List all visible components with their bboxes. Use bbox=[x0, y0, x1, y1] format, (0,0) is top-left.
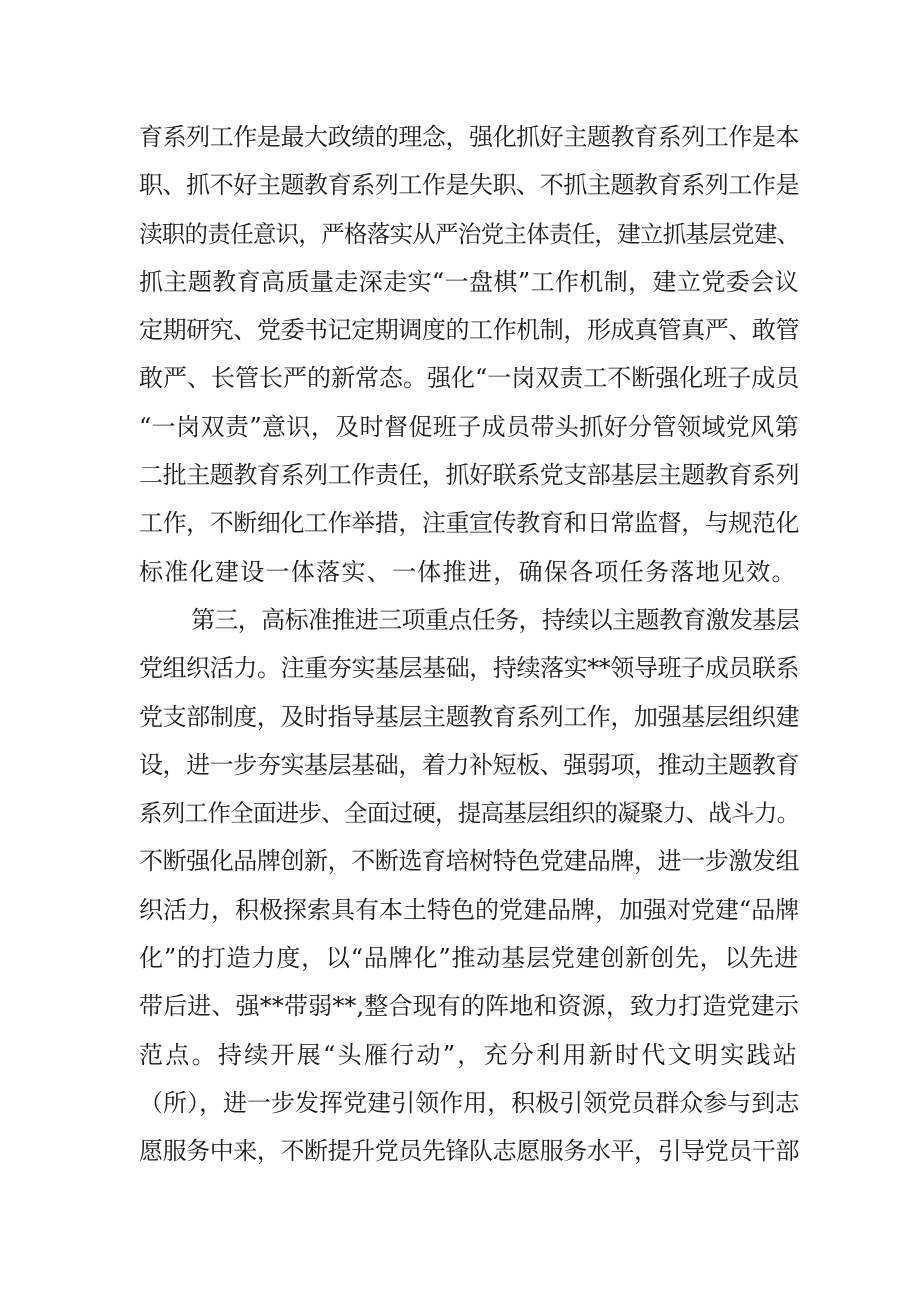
text-line: 二批主题教育系列工作责任，抓好联系党支部基层主题教育系列 bbox=[139, 461, 799, 490]
text-line: 职、抓不好主题教育系列工作是失职、不抓主题教育系列工作是 bbox=[139, 171, 799, 200]
text-line: 工作，不断细化工作举措，注重宣传教育和日常监督，与规范化 bbox=[139, 509, 799, 538]
text-line: 织活力，积极探索具有本土特色的党建品牌，加强对党建“品牌 bbox=[139, 895, 799, 924]
paragraph-last-line: 标准化建设一体落实、一体推进，确保各项任务落地见效。 bbox=[139, 557, 797, 586]
text-line: “一岗双责”意识，及时督促班子成员带头抓好分管领域党风第 bbox=[139, 412, 799, 441]
text-line: 范点。持续开展“头雁行动”，充分利用新时代文明实践站 bbox=[139, 1040, 799, 1069]
text-line: 定期研究、党委书记定期调度的工作机制，形成真管真严、敢管 bbox=[139, 316, 799, 345]
text-line: 愿服务中来，不断提升党员先锋队志愿服务水平，引导党员干部 bbox=[139, 1137, 799, 1166]
text-line: 设，进一步夯实基层基础，着力补短板、强弱项，推动主题教育 bbox=[139, 750, 799, 779]
text-line: 育系列工作是最大政绩的理念，强化抓好主题教育系列工作是本 bbox=[139, 123, 799, 151]
text-line: 系列工作全面进步、全面过硬，提高基层组织的凝聚力、战斗力。 bbox=[139, 799, 799, 828]
text-line: 党组织活力。注重夯实基层基础，持续落实**领导班子成员联系 bbox=[139, 654, 799, 683]
text-line: 带后进、强**带弱**,整合现有的阵地和资源，致力打造党建示 bbox=[139, 992, 799, 1021]
text-line: （所），进一步发挥党建引领作用，积极引领党员群众参与到志 bbox=[139, 1088, 799, 1117]
document-body bbox=[139, 113, 799, 1176]
paragraph-first-line: 第三，高标准推进三项重点任务，持续以主题教育激发基层 bbox=[191, 605, 799, 634]
text-line: 渎职的责任意识，严格落实从严治党主体责任，建立抓基层党建、 bbox=[139, 219, 799, 248]
text-line: 不断强化品牌创新，不断选育培树特色党建品牌，进一步激发组 bbox=[139, 847, 799, 876]
text-line: 党支部制度，及时指导基层主题教育系列工作，加强基层组织建 bbox=[139, 702, 799, 731]
text-line: 抓主题教育高质量走深走实“一盘棋”工作机制，建立党委会议 bbox=[139, 267, 799, 296]
text-line: 化”的打造力度，以“品牌化”推动基层党建创新创先，以先进 bbox=[139, 944, 799, 973]
text-line: 敢严、长管长严的新常态。强化“一岗双责工不断强化班子成员 bbox=[139, 364, 799, 393]
